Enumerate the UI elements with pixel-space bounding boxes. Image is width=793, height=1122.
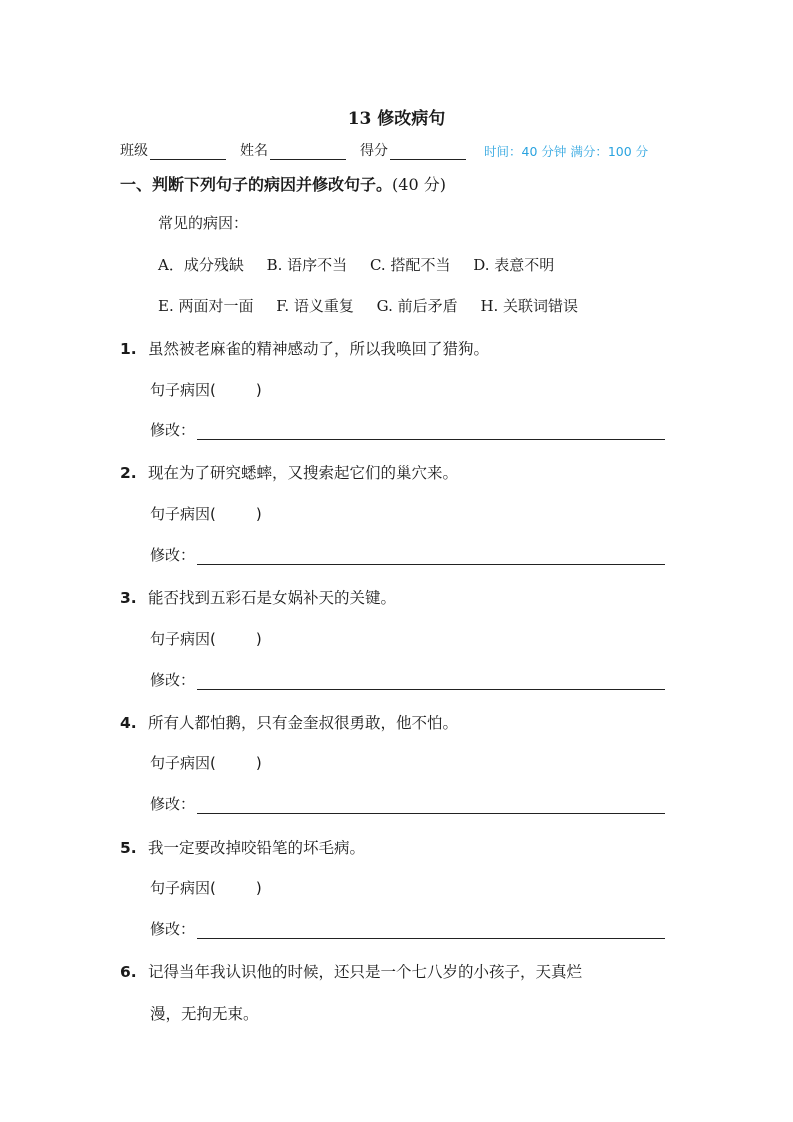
cause-options-row-2 — [158, 295, 596, 316]
cause-option: A．成分残缺 — [158, 256, 244, 274]
cause-option: F. 语义重复 — [276, 297, 354, 315]
section-heading-text: 一、判断下列句子的病因并修改句子。 — [120, 175, 393, 194]
fix-row-4 — [150, 793, 665, 814]
cause-label: 句子病因( — [150, 754, 216, 772]
question-6 — [120, 960, 582, 982]
class-field[interactable] — [150, 143, 226, 160]
question-text: 所有人都怕鹅，只有金奎叔很勇敢，他不怕。 — [148, 714, 459, 732]
question-5 — [120, 836, 365, 858]
cause-answer-5 — [150, 877, 262, 898]
fix-answer-line[interactable] — [197, 922, 665, 939]
fix-label: 修改： — [150, 421, 196, 439]
fix-row-3 — [150, 669, 665, 690]
name-label: 姓名 — [240, 143, 268, 159]
fix-answer-line[interactable] — [197, 797, 665, 814]
section-score: (40 分) — [392, 175, 446, 194]
question-1 — [120, 337, 489, 359]
cause-label: 句子病因( — [150, 630, 216, 648]
cause-option: E. 两面对一面 — [158, 297, 254, 315]
name-field[interactable] — [270, 143, 346, 160]
cause-option: H. 关联词错误 — [480, 297, 579, 315]
cause-answer-4 — [150, 752, 262, 773]
cause-label: 句子病因( — [150, 381, 216, 399]
cause-close: ) — [255, 754, 262, 772]
fix-row-5 — [150, 918, 665, 939]
class-label: 班级 — [120, 143, 148, 159]
cause-option: D. 表意不明 — [473, 256, 555, 274]
fix-row-1 — [150, 419, 665, 440]
question-text: 我一定要改掉咬铅笔的坏毛病。 — [148, 839, 366, 857]
question-number: 1. — [120, 340, 137, 358]
fix-answer-line[interactable] — [197, 673, 665, 690]
cause-close: ) — [255, 505, 262, 523]
cause-answer-1 — [150, 379, 262, 400]
fix-answer-line[interactable] — [197, 423, 665, 440]
fix-row-2 — [150, 544, 665, 565]
score-label: 得分 — [360, 143, 388, 159]
time-note: 时间：40 分钟 满分：100 分 — [484, 144, 649, 159]
question-3 — [120, 586, 396, 608]
student-info-row — [120, 140, 648, 160]
cause-label: 句子病因( — [150, 879, 216, 897]
cause-option: B. 语序不当 — [266, 256, 348, 274]
question-number: 5. — [120, 839, 137, 857]
cause-close: ) — [255, 630, 262, 648]
question-text: 现在为了研究蟋蟀，又搜索起它们的巢穴来。 — [148, 464, 459, 482]
question-2 — [120, 461, 458, 483]
fix-label: 修改： — [150, 546, 196, 564]
cause-options-row-1 — [158, 254, 572, 275]
page-title: 13 修改病句 — [347, 109, 446, 129]
cause-option: C. 搭配不当 — [369, 256, 451, 274]
fix-label: 修改： — [150, 920, 196, 938]
cause-answer-2 — [150, 503, 262, 524]
question-text: 能否找到五彩石是女娲补天的关键。 — [148, 589, 397, 607]
question-number: 2. — [120, 464, 137, 482]
fix-label: 修改： — [150, 671, 196, 689]
cause-answer-3 — [150, 628, 262, 649]
cause-option: G. 前后矛盾 — [376, 297, 458, 315]
question-4 — [120, 711, 458, 733]
section-heading — [120, 172, 446, 195]
cause-close: ) — [255, 879, 262, 897]
question-6-continued: 漫，无拘无束。 — [150, 1005, 259, 1023]
cause-close: ) — [255, 381, 262, 399]
score-field[interactable] — [390, 143, 466, 160]
fix-label: 修改： — [150, 795, 196, 813]
fix-answer-line[interactable] — [197, 548, 665, 565]
question-number: 3. — [120, 589, 137, 607]
question-number: 6. — [120, 963, 137, 981]
question-number: 4. — [120, 714, 137, 732]
question-text: 虽然被老麻雀的精神感动了，所以我唤回了猎狗。 — [148, 340, 490, 358]
question-text: 记得当年我认识他的时候，还只是一个七八岁的小孩子，天真烂 — [148, 963, 583, 981]
common-causes-heading: 常见的病因： — [158, 214, 249, 232]
cause-label: 句子病因( — [150, 505, 216, 523]
